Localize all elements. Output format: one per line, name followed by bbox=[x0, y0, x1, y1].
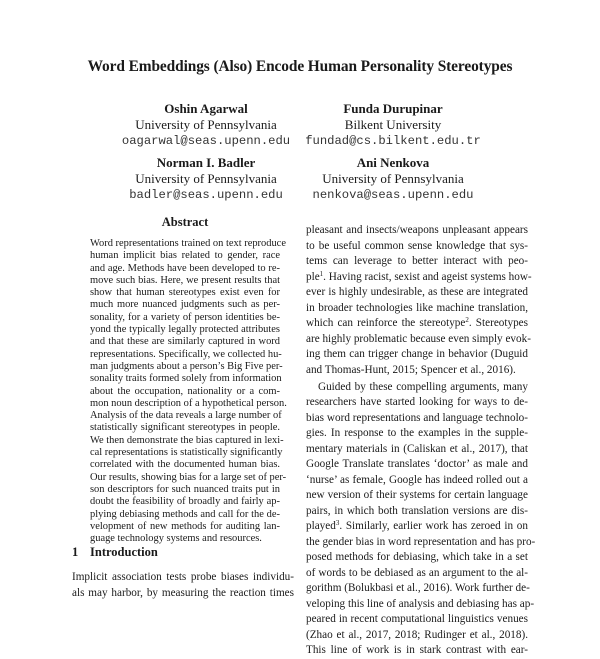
abstract-line: correlated with the documented human bias. bbox=[90, 459, 280, 471]
footnote-mark[interactable]: 3 bbox=[335, 519, 340, 527]
abstract-line: son descriptors for such nuanced traits put in bbox=[90, 483, 280, 495]
author-block bbox=[263, 101, 523, 149]
body-line: in broader technologies like machine translation, bbox=[306, 301, 528, 314]
footnote-mark[interactable]: 1 bbox=[319, 269, 324, 278]
body-line: new version of their systems for certain language bbox=[306, 489, 528, 501]
abstract-line: and that these are similarly captured in word bbox=[90, 336, 280, 348]
author-name: Norman I. Badler bbox=[156, 155, 256, 170]
author-email: fundad@cs.bilkent.edu.tr bbox=[305, 134, 481, 148]
body-line: are highly problematic because even simply evok- bbox=[306, 332, 531, 345]
body-line: pairs, in which both translation versions are dis- bbox=[306, 504, 528, 517]
section-title: Introduction bbox=[90, 545, 158, 559]
abstract-line: move such bias. Here, we present results that bbox=[90, 274, 280, 286]
body-line: veloping this line of analysis and debiasing has ap- bbox=[306, 597, 535, 610]
text-fragment: . Stereotypes bbox=[468, 317, 528, 329]
author-block bbox=[263, 155, 523, 203]
body-line: posed methods for debiasing, which take in a set bbox=[306, 551, 528, 563]
abstract-line: mon noun description of a hypothetical person. bbox=[90, 397, 287, 409]
body-line: bias word representations and language technolo- bbox=[306, 411, 528, 424]
body-line: Guided by these compelling arguments, many bbox=[318, 380, 528, 393]
abstract-line: sonality traits formed solely from information bbox=[90, 373, 282, 385]
abstract-line: We then demonstrate the bias captured in lexi- bbox=[90, 434, 284, 446]
abstract-line: doubt the feasibility of broadly and fairly ap- bbox=[90, 496, 280, 508]
body-line bbox=[306, 269, 532, 286]
body-line: tems can leverage to better interact with peo- bbox=[306, 255, 528, 267]
body-line: als may harbor, by measuring the reaction times bbox=[72, 586, 294, 599]
author-affiliation: Bilkent University bbox=[344, 117, 442, 132]
footnote-mark[interactable]: 2 bbox=[465, 316, 469, 324]
abstract-line: velopment of new methods for auditing lan- bbox=[90, 520, 280, 532]
abstract-line: guage technology systems and resources. bbox=[90, 533, 262, 545]
body-line: gies. In response to the examples in the supple- bbox=[306, 427, 528, 439]
text-fragment: ple bbox=[306, 270, 320, 283]
author-affiliation: University of Pennsylvania bbox=[135, 117, 277, 132]
author-name: Oshin Agarwal bbox=[164, 101, 248, 116]
abstract-line: Word representations trained on text reproduce bbox=[90, 238, 286, 249]
paper-title: Word Embeddings (Also) Encode Human Personality Stereotypes bbox=[87, 58, 513, 75]
abstract-line: statistically significant stereotypes in people. bbox=[90, 422, 280, 434]
author-name: Ani Nenkova bbox=[356, 155, 430, 170]
abstract-line: man judgments about a person’s Big Five per- bbox=[90, 360, 283, 372]
abstract-line: much more nuanced judgments such as per- bbox=[90, 299, 280, 311]
text-fragment: . Similarly, earlier work has zeroed in on bbox=[339, 520, 528, 532]
text-fragment: . Having racist, sexist and ageist systems how- bbox=[323, 270, 532, 283]
author-email: nenkova@seas.upenn.edu bbox=[312, 188, 474, 202]
abstract-body bbox=[90, 238, 287, 545]
abstract-line: cal representations is statistically significantly bbox=[90, 447, 283, 459]
section-number: 1 bbox=[72, 545, 79, 559]
section-heading-introduction bbox=[72, 545, 158, 560]
body-line bbox=[306, 316, 528, 332]
author-name: Funda Durupinar bbox=[343, 101, 443, 116]
body-line: the gender bias in word representation and has pro- bbox=[306, 535, 536, 548]
body-line: to be useful common sense knowledge that sys- bbox=[306, 239, 528, 252]
body-line bbox=[306, 519, 528, 535]
body-line: ing them can trigger change in behavior (Duguid bbox=[306, 348, 528, 360]
author-email: oagarwal@seas.upenn.edu bbox=[121, 134, 291, 148]
body-line: of words to be debiased as an argument to the al- bbox=[306, 566, 528, 579]
author-email: badler@seas.upenn.edu bbox=[129, 188, 283, 202]
abstract-line: and age. Methods have been developed to re- bbox=[90, 262, 280, 274]
right-column bbox=[306, 223, 536, 659]
abstract-heading: Abstract bbox=[161, 215, 209, 229]
body-line: mentary materials in (Caliskan et al., 2017), that bbox=[306, 442, 528, 455]
body-line: researchers have started looking for ways to de- bbox=[306, 396, 528, 408]
abstract-line: human implicit bias related to gender, race bbox=[90, 250, 280, 262]
body-line: pleasant and insects/weapons unpleasant appears bbox=[306, 224, 528, 236]
abstract-line: sonality, for a variety of person identities be- bbox=[90, 311, 280, 323]
text-fragment: played bbox=[306, 520, 336, 532]
body-line: ever is highly undesirable, as these are integrated bbox=[306, 286, 528, 298]
body-line: Implicit association tests probe biases individu- bbox=[72, 571, 294, 583]
abstract-line: plying debiasing methods and call for the de- bbox=[90, 508, 280, 520]
text-fragment: which can reinforce the stereotype bbox=[306, 317, 466, 329]
abstract-line: Our results, showing bias for a large set of per- bbox=[90, 471, 287, 483]
author-affiliation: University of Pennsylvania bbox=[322, 171, 464, 186]
abstract-line: Analysis of the data reveals a large number of bbox=[90, 410, 282, 422]
introduction-body bbox=[72, 570, 294, 601]
body-line: This line of work is in stark contrast with ear- bbox=[306, 644, 528, 656]
abstract-line: yond the typically legally protected attributes bbox=[90, 324, 280, 336]
body-line: peared in recent computational linguistics venues bbox=[306, 613, 528, 625]
author-affiliation: University of Pennsylvania bbox=[135, 171, 277, 186]
abstract-line: representations. Specifically, we collected hu- bbox=[90, 348, 282, 360]
body-line: Google Translate translates ‘doctor’ as male and bbox=[306, 458, 528, 470]
body-line: and Thomas-Hunt, 2015; Spencer et al., 2016). bbox=[306, 363, 516, 376]
body-line: (Zhao et al., 2017, 2018; Rudinger et al., 2018). bbox=[306, 628, 528, 641]
abstract-line: show that human stereotypes exist even for bbox=[90, 287, 280, 299]
abstract-line: about the occupation, nationality or a com- bbox=[90, 385, 280, 397]
body-line: ‘nurse’ as female, Google has indeed rolled out a bbox=[306, 473, 528, 486]
body-line: gorithm (Bolukbasi et al., 2016). Work further de- bbox=[306, 582, 530, 594]
